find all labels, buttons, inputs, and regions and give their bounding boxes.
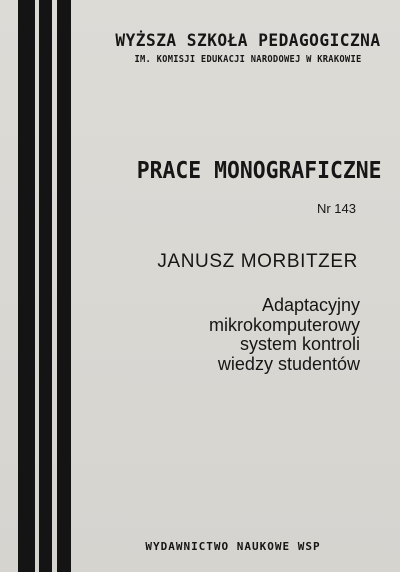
decorative-stripe-1 <box>18 0 35 572</box>
series-title: PRACE MONOGRAFICZNE <box>136 158 382 184</box>
author-name: JANUSZ MORBITZER <box>157 251 358 272</box>
book-title-line: mikrokomputerowy <box>208 314 360 335</box>
book-title-line: wiedzy studentów <box>217 353 360 374</box>
decorative-stripe-3 <box>57 0 71 572</box>
book-title <box>120 296 360 374</box>
book-title-line: system kontroli <box>239 334 360 354</box>
decorative-stripe-2 <box>39 0 52 572</box>
series-number: Nr 143 <box>316 201 356 216</box>
institution-subtitle: IM. KOMISJI EDUKACJI NARODOWEJ W KRAKOWIE <box>134 54 362 65</box>
book-title-line: Adaptacyjny <box>261 295 360 315</box>
institution-name: WYŻSZA SZKOŁA PEDAGOGICZNA <box>115 31 381 51</box>
publisher-name: WYDAWNICTWO NAUKOWE WSP <box>145 540 321 553</box>
